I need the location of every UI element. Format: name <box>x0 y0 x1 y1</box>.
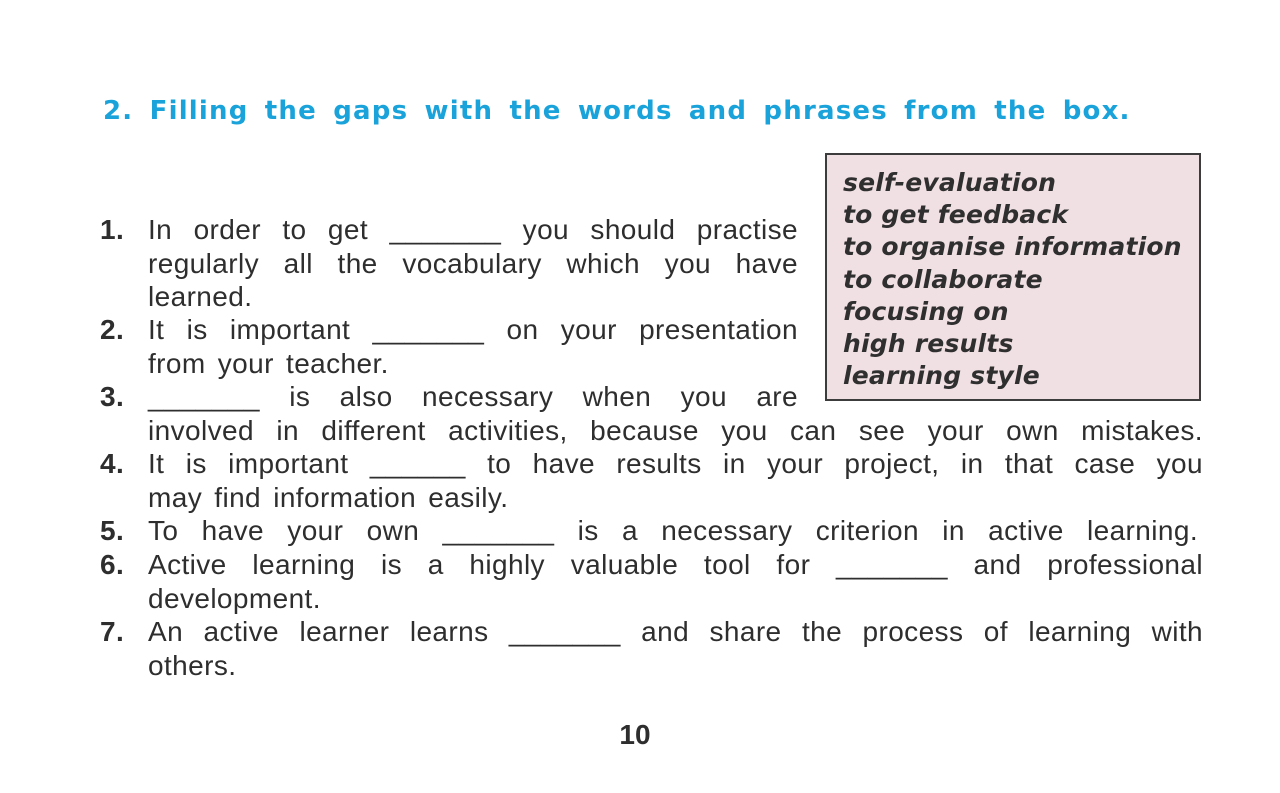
word-box-item: to organise information <box>843 232 1182 262</box>
item-line: learned. <box>148 281 253 312</box>
word-box-item: to get feedback <box>843 200 1069 230</box>
item-number: 7. <box>100 616 125 647</box>
item-number: 4. <box>100 448 125 479</box>
word-box-item: focusing on <box>843 296 1009 326</box>
item-line: To have your own _______ is a necessary criterion in active learning. <box>148 515 1198 546</box>
exercise-heading: 2. Filling the gaps with the words and phrases from the box. <box>103 96 1131 126</box>
item-line: development. <box>148 582 321 614</box>
item-line: Active learning is a highly valuable tool for _______ and professional <box>148 549 1203 580</box>
word-box-item: learning style <box>843 361 1040 391</box>
item-line: An active learner learns _______ and share the process of learning with <box>148 616 1203 647</box>
word-box-item: to collaborate <box>843 264 1043 294</box>
item-line: _______ is also necessary when you are <box>148 381 798 412</box>
item-number: 6. <box>100 549 125 580</box>
item-number: 2. <box>100 314 125 345</box>
word-box-item: self-evaluation <box>843 168 1057 197</box>
item-line: involved in different activities, because you can see your own mistakes. <box>148 414 1203 446</box>
item-line: may find information easily. <box>148 481 509 513</box>
item-number: 1. <box>100 214 125 245</box>
item-number: 3. <box>100 381 125 412</box>
page-number: 10 <box>619 719 651 750</box>
item-line: In order to get _______ you should practise <box>148 214 798 245</box>
item-line: from your teacher. <box>148 347 389 379</box>
item-line: It is important ______ to have results in your project, in that case you <box>148 448 1203 479</box>
word-box <box>825 153 1201 401</box>
item-line: regularly all the vocabulary which you have <box>148 247 798 279</box>
item-number: 5. <box>100 515 125 546</box>
item-line: others. <box>148 649 237 681</box>
word-box-item: high results <box>843 329 1014 359</box>
item-line: It is important _______ on your presentation <box>148 314 798 345</box>
